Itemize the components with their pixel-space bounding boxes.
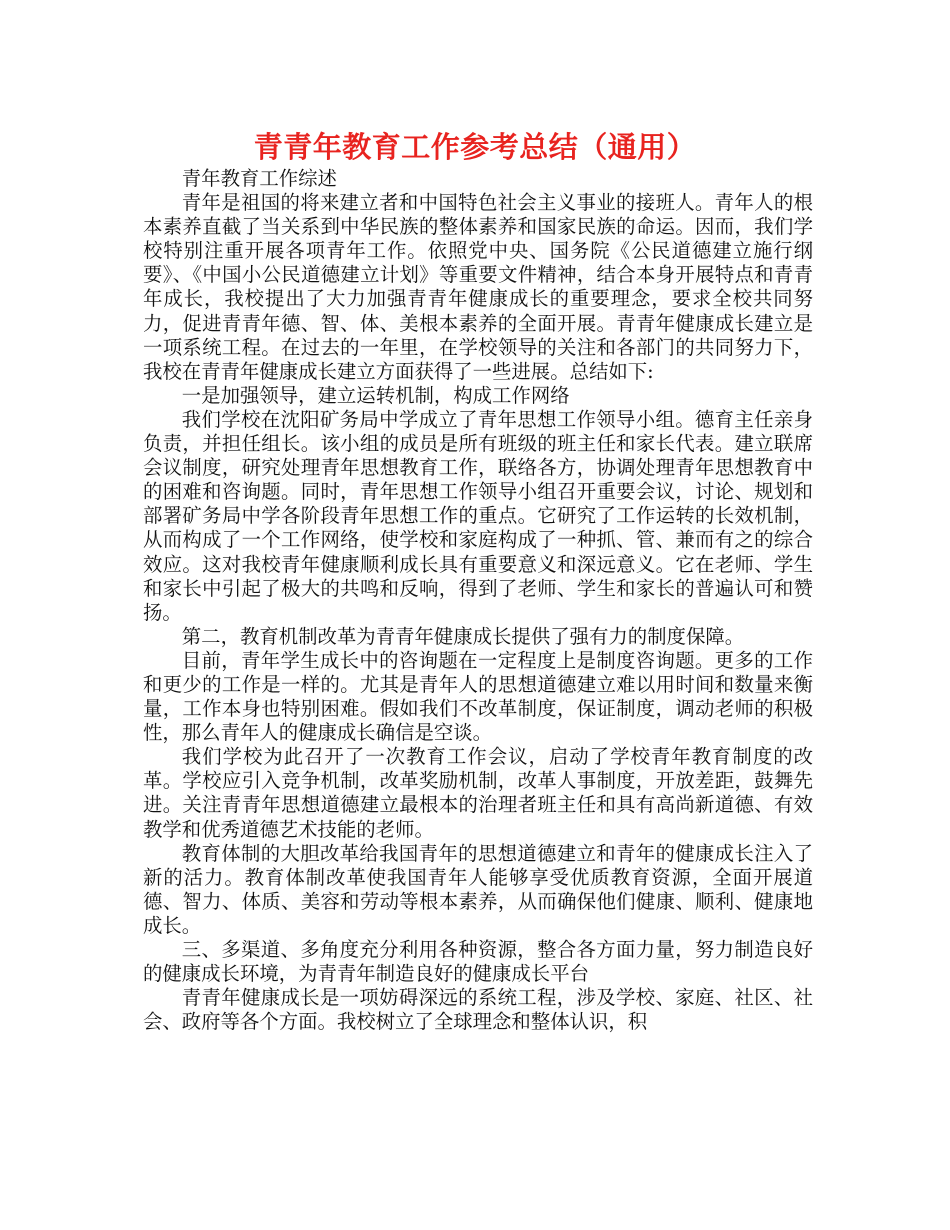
paragraph: 目前，青年学生成长中的咨询题在一定程度上是制度咨询题。更多的工作和更少的工作是一样的。尤其是青年人的思想道德建立难以用时间和数量来衡量，工作本身也特别困难。假如我们不改革制度，保证制度，调动老师的积极性，那么青年人的健康成长确信是空谈。 <box>143 648 813 745</box>
paragraph: 我们学校为此召开了一次教育工作会议，启动了学校青年教育制度的改革。学校应引入竞争机制，改革奖励机制，改革人事制度，开放差距，鼓舞先进。关注青青年思想道德建立最根本的治理者班主任和具有高尚新道德、有效教学和优秀道德艺术技能的老师。 <box>143 745 813 841</box>
document-title: 青青年教育工作参考总结（通用） <box>253 130 697 164</box>
section-heading: 第二，教育机制改革为青青年健康成长提供了强有力的制度保障。 <box>181 624 745 648</box>
paragraph: 青青年健康成长是一项妨碍深远的系统工程，涉及学校、家庭、社区、社会、政府等各个方面。我校树立了全球理念和整体认识，积 <box>143 986 813 1034</box>
paragraph: 我们学校在沈阳矿务局中学成立了青年思想工作领导小组。德育主任亲身负责，并担任组长。该小组的成员是所有班级的班主任和家长代表。建立联席会议制度，研究处理青年思想教育工作，联络各方，协调处理青年思想教育中的困难和咨询题。同时，青年思想工作领导小组召开重要会议，讨论、规划和部署矿务局中学各阶段青年思想工作的重点。它研究了工作运转的长效机制，从而构成了一个工作网络，使学校和家庭构成了一种抓、管、兼而有之的综合效应。这对我校青年健康顺利成长具有重要意义和深远意义。它在老师、学生和家长中引起了极大的共鸣和反响，得到了老师、学生和家长的普遍认可和赞扬。 <box>143 407 813 624</box>
paragraph: 青年是祖国的将来建立者和中国特色社会主义事业的接班人。青年人的根本素养直截了当关系到中华民族的整体素养和国家民族的命运。因而，我们学校特别注重开展各项青年工作。依照党中央、国务院《公民道德建立施行纲要》、《中国小公民道德建立计划》等重要文件精神，结合本身开展特点和青青年成长，我校提出了大力加强青青年健康成长的重要理念，要求全校共同努力，促进青青年德、智、体、美根本素养的全面开展。青青年健康成长建立是一项系统工程。在过去的一年里，在学校领导的关注和各部门的共同努力下，我校在青青年健康成长建立方面获得了一些进展。总结如下: <box>143 191 813 383</box>
section-heading: 三、多渠道、多角度充分利用各种资源，整合各方面力量，努力制造良好的健康成长环境，为青青年制造良好的健康成长平台 <box>143 938 813 986</box>
paragraph-heading: 青年教育工作综述 <box>181 167 337 190</box>
document-body <box>143 167 813 1034</box>
section-heading: 一是加强领导，建立运转机制，构成工作网络 <box>181 383 570 407</box>
paragraph: 教育体制的大胆改革给我国青年的思想道德建立和青年的健康成长注入了新的活力。教育体制改革使我国青年人能够享受优质教育资源，全面开展道德、智力、体质、美容和劳动等根本素养，从而确保他们健康、顺利、健康地成长。 <box>143 841 813 937</box>
